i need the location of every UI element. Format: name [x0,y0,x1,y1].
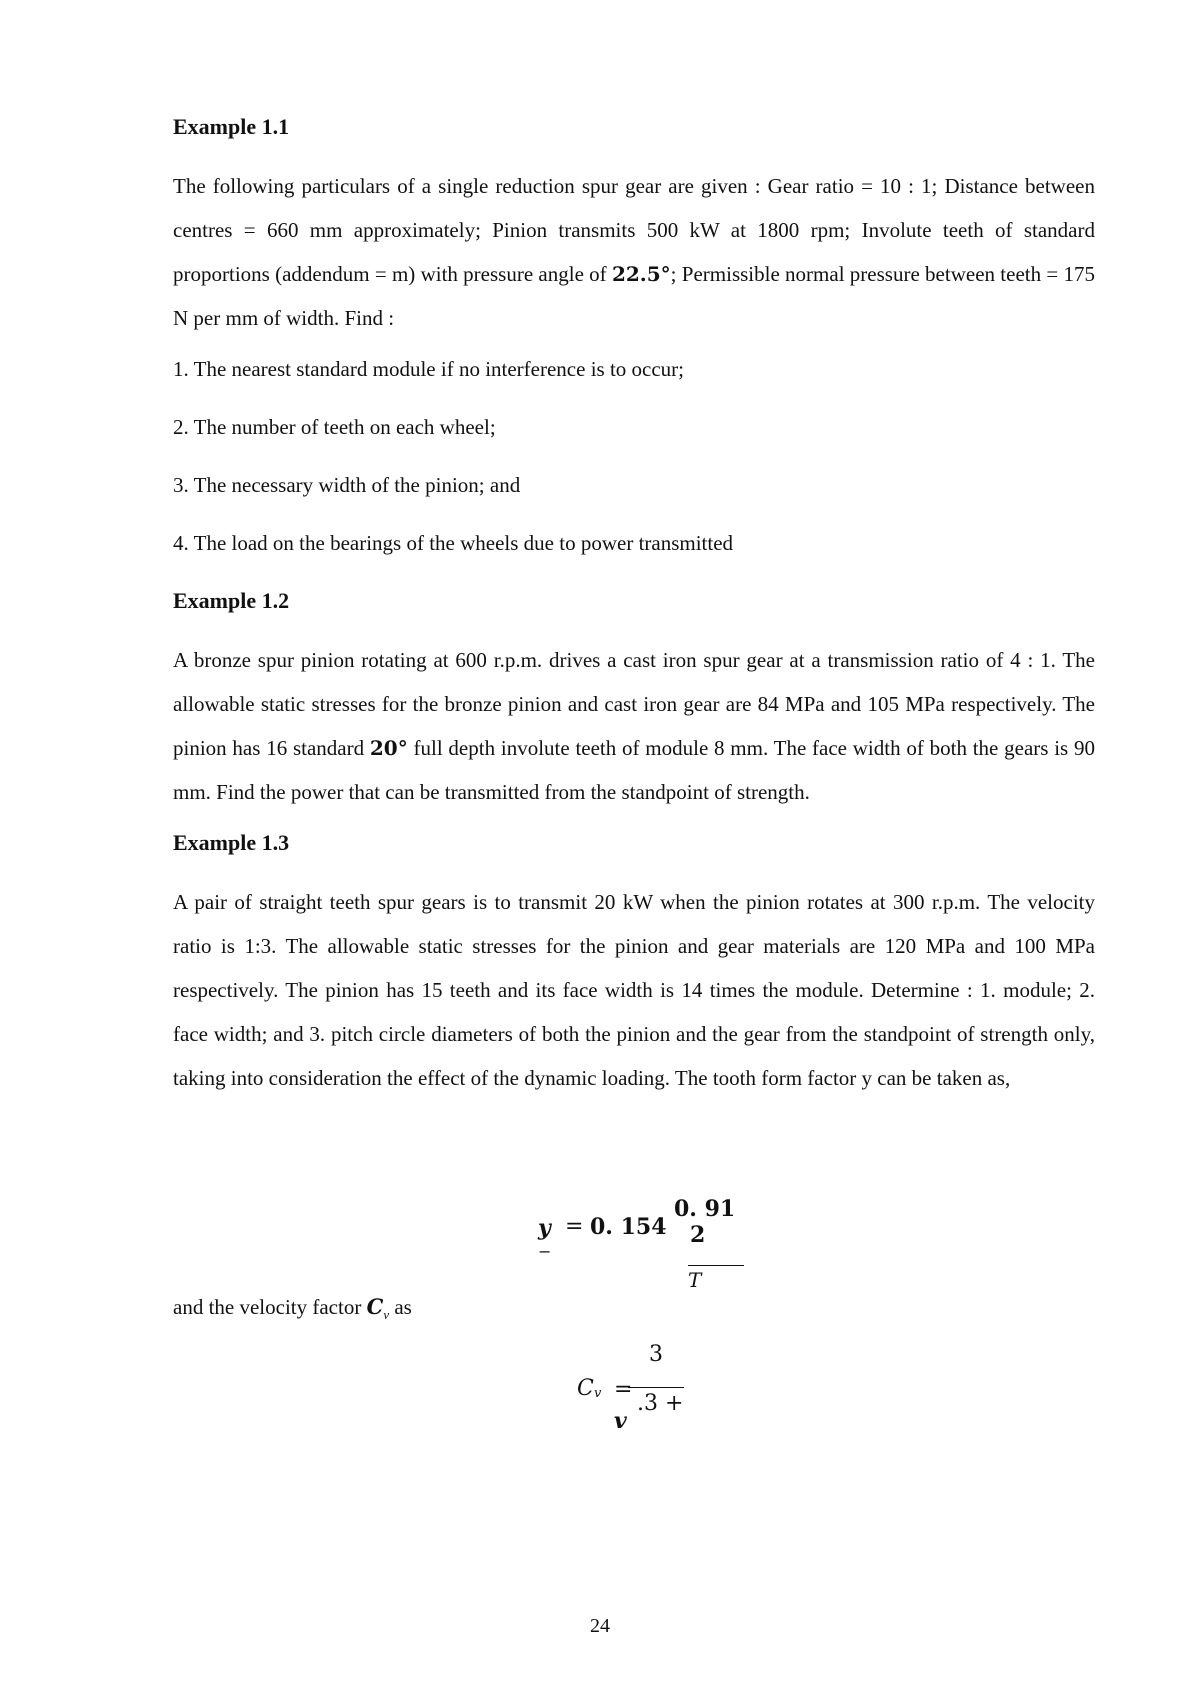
list-item: 3. The necessary width of the pinion; and [173,473,521,497]
formula-denominator: T [688,1268,702,1292]
velocity-text: as [389,1295,412,1319]
cv-denominator: .3 + [637,1391,684,1416]
velocity-factor-line [173,1292,412,1330]
angle-value: 20° [369,736,408,760]
list-item: 4. The load on the bearings of the wheels due to power transmitted [173,531,734,555]
example-paragraph [173,164,1095,340]
cv-velocity-symbol: v [614,1408,627,1434]
formula-minus: − [538,1242,552,1261]
formula-numerator: 0. 91 [674,1196,736,1222]
cv-lhs-symbol: C [577,1376,594,1401]
cv-lhs-subscript: v [594,1386,602,1401]
cv-subscript: v [383,1307,390,1323]
paragraph-text: ; Permissible normal pressure between teeth = 175 N per mm of width. Find : [173,262,1095,330]
page-content [173,112,1095,1114]
example-heading: Example 1.2 [173,588,290,613]
formula-y-symbol: y [538,1215,551,1241]
paragraph-text: A bronze spur pinion rotating at 600 r.p.m. drives a cast iron spur gear at a transmission ratio of 4 : 1. The allowable static stresses for the bronze pinion and cast iron gear are 84 MPa and 105 MPa respectively. The pinion has 16 standard [173,648,1095,760]
angle-value: 22.5° [611,262,671,286]
cv-symbol: C [366,1294,384,1319]
example-paragraph: A pair of straight teeth spur gears is to transmit 20 kW when the pinion rotates at 300 r.p.m. The velocity ratio is 1:3. The allowable static stresses for the pinion and gear materials are 120 MPa and 100 MPa respectively. The pinion has 15 teeth and its face width is 14 times the module. Determine : 1. module; 2. face width; and 3. pitch circle diameters of both the pinion and the gear from the standpoint of strength only, taking into consideration the effect of the dynamic loading. The tooth form factor y can be taken as, [173,890,1095,1090]
page-number: 24 [590,1615,610,1637]
example-paragraph [173,638,1095,814]
cv-numerator: 3 [649,1342,663,1367]
cv-equals: = [614,1377,633,1402]
example-heading: Example 1.3 [173,830,290,855]
formula-equals: = [565,1214,584,1239]
list-item: 2. The number of teeth on each wheel; [173,415,496,439]
paragraph-text: full depth involute teeth of module 8 mm. The face width of both the gears is 90 mm. Find the power that can be transmitted from the standpoint of strength. [173,736,1095,804]
paragraph-text: The following particulars of a single reduction spur gear are given : Gear ratio = 10 : 1; Distance between centres = 660 mm approximately; Pinion transmits 500 kW at 1800 rpm; Involute teeth of standard proportions (addendum = m) with pressure angle of [173,174,1095,286]
velocity-text: and the velocity factor [173,1295,367,1319]
formula-constant: 0. 154 [590,1214,667,1240]
fraction-bar [628,1387,684,1388]
fraction-bar [688,1265,744,1266]
list-item: 1. The nearest standard module if no interference is to occur; [173,357,685,381]
example-heading: Example 1.1 [173,114,290,139]
formula-two: 2 [690,1222,706,1248]
